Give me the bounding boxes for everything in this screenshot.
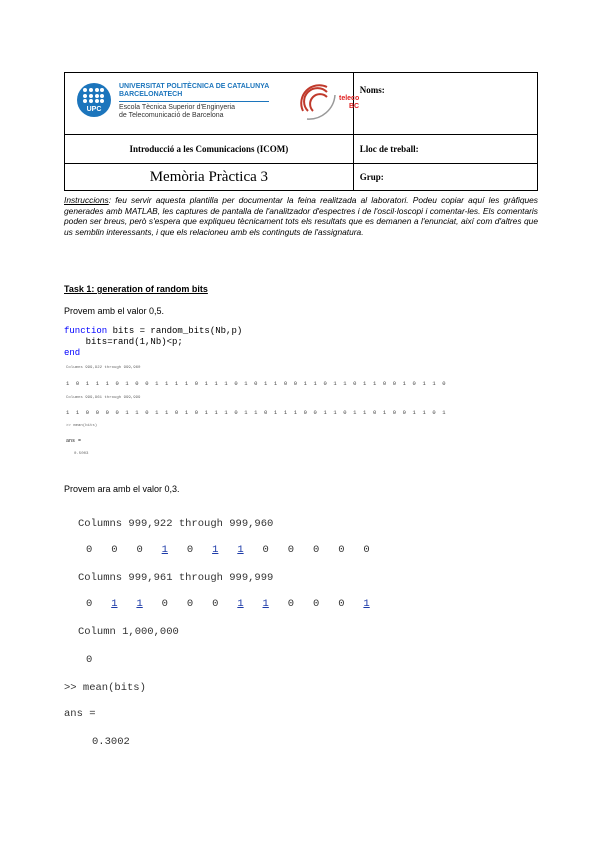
- instructions-text: : feu servir aquesta plantilla per documentar la feina realitzada al laboratori. Podeu copiar aquí les gràfiques generades amb MATLAB, les captures de pantalla de l'analitzador d'espectres i de l'oscil·loscopi i comentar-les. Els comentaris poden ser breus, però s'espera que expliqueu tècnicament tots els resultats que es demanen a l'enunciat, així com d'altres que us semblin interessants, i que els relacioneu amb els continguts de l'assignatura.: [64, 195, 538, 237]
- lloc-label: Lloc de treball:: [359, 144, 419, 154]
- console-digit: 0: [338, 544, 345, 556]
- logo-cell: [65, 73, 360, 135]
- console-value: 0.3002: [92, 736, 130, 748]
- console-digit: 0: [287, 544, 295, 556]
- console-digit: 0: [363, 544, 370, 556]
- console-digit: 1: [237, 544, 244, 556]
- course-name: Introducció a les Comunicacions (ICOM): [129, 144, 289, 154]
- console-command: >> mean(bits): [64, 682, 146, 694]
- console-digit: 0: [312, 598, 320, 610]
- small-output-ans: ans =: [66, 438, 82, 444]
- console-digit: 0: [136, 544, 143, 556]
- console-digit: 1: [262, 598, 269, 610]
- code-line-1: bits = random_bits(Nb,p): [107, 326, 243, 336]
- console-digit: 0: [262, 544, 269, 556]
- console-columns-1: Columns 999,922 through 999,960: [78, 518, 274, 530]
- instructions-paragraph: [64, 195, 538, 237]
- small-output-digits-1: 1 0 1 1 1 0 1 0 0 1 1 1 1 0 1 1 1 0 1 0 1 1 0 0 1 1 0 1 1 0 1 1 0 0 1 0 1 1 0: [66, 380, 446, 387]
- task1-paragraph-1: Provem amb el valor 0,5.: [64, 306, 165, 316]
- school-name: Escola Tècnica Superior d'Enginyeria de Telecomunicació de Barcelona: [119, 104, 235, 119]
- upc-logo-text: UPC: [86, 106, 102, 113]
- console-digit: 0: [312, 544, 320, 556]
- console-digit: 1: [111, 598, 118, 610]
- console-digit: 0: [86, 544, 93, 556]
- console-digit: 0: [212, 598, 219, 610]
- console-digit: 1: [136, 598, 143, 610]
- console-digit: 1: [212, 544, 219, 556]
- title-cell: [65, 164, 354, 191]
- console-digits-row-2: [86, 598, 370, 610]
- console-digit: 0: [111, 544, 118, 556]
- code-keyword-end: end: [64, 348, 81, 358]
- task1-title: Task 1: generation of random bits: [64, 284, 208, 294]
- console-digit-last: 0: [86, 654, 93, 666]
- console-digit: 0: [338, 598, 345, 610]
- telecos-waves-icon: [297, 81, 341, 125]
- university-name: UNIVERSITAT POLITÈCNICA DE CATALUNYA BARCELONATECH: [119, 83, 270, 98]
- university-rule: [119, 101, 269, 102]
- console-column-last: Column 1,000,000: [78, 626, 179, 638]
- task1-paragraph-2: Provem ara amb el valor 0,3.: [64, 484, 180, 494]
- console-digit: 0: [161, 598, 168, 610]
- small-output-columns-2: Columns 999,961 through 999,999: [66, 396, 141, 400]
- course-cell: [65, 135, 354, 164]
- console-digit: 0: [287, 598, 295, 610]
- telecos-text: teleco BC: [339, 95, 360, 110]
- page-title: Memòria Pràctica 3: [149, 168, 269, 185]
- grup-label: Grup:: [359, 172, 384, 182]
- console-digit: 1: [363, 598, 370, 610]
- console-digit: 1: [161, 544, 168, 556]
- instructions-label: Instruccions: [64, 195, 109, 205]
- code-keyword-function: function: [64, 326, 108, 336]
- console-columns-2: Columns 999,961 through 999,999: [78, 572, 274, 584]
- noms-label: Noms:: [359, 85, 385, 95]
- small-output-columns-1: Columns 999,922 through 999,960: [66, 366, 141, 370]
- header-table: [64, 72, 538, 191]
- console-digit: 1: [237, 598, 244, 610]
- code-line-2: bits=rand(1,Nb)<p;: [64, 337, 183, 347]
- console-digit: 0: [186, 598, 194, 610]
- console-digit: 0: [186, 544, 194, 556]
- grup-cell: [353, 164, 537, 191]
- console-digits-row-1: [86, 544, 370, 556]
- noms-cell: [353, 73, 537, 135]
- upc-logo: [77, 83, 111, 117]
- small-output-digits-2: 1 1 0 0 0 0 1 1 0 1 1 0 1 0 1 1 1 0 1 1 0 1 1 1 0 0 1 1 0 1 1 0 1 0 0 1 1 0 1: [66, 409, 446, 416]
- telecos-logo: [297, 81, 360, 125]
- code-block: [64, 326, 242, 359]
- lloc-cell: [353, 135, 537, 164]
- console-ans: ans =: [64, 708, 96, 720]
- small-console-output: [66, 366, 536, 456]
- small-output-command: >> mean(bits): [66, 424, 98, 428]
- small-output-value: 0.5003: [74, 452, 89, 456]
- console-digit: 0: [86, 598, 93, 610]
